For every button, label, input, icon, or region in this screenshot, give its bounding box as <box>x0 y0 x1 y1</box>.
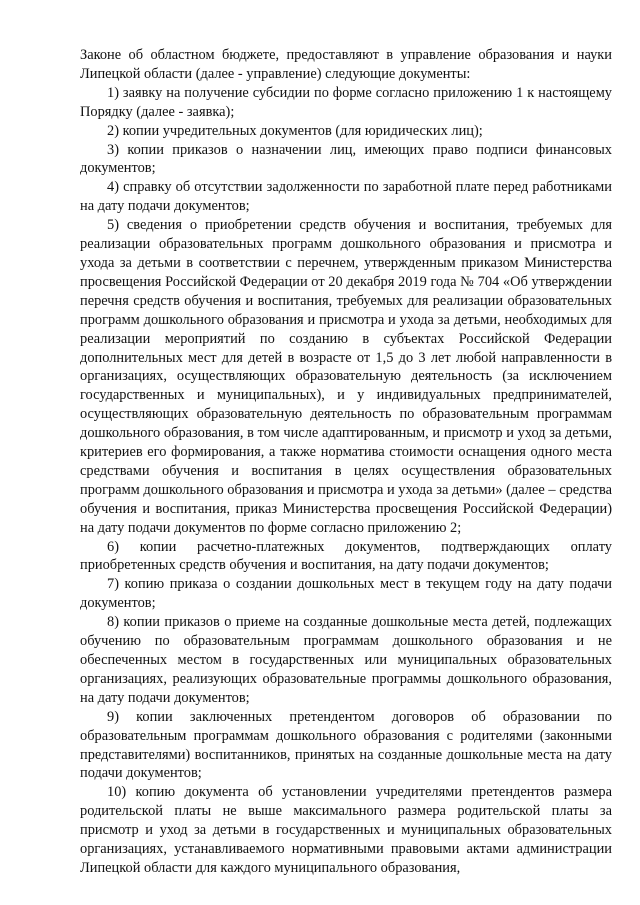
intro-paragraph: Законе об областном бюджете, предоставляют в управление образования и науки Липецкой области (далее - управление) следующие документы: <box>80 47 612 82</box>
list-item-8: 8) копии приказов о приеме на созданные дошкольные места детей, подлежащих обучению по образовательным программам дошкольного образования и не обеспеченных местом в государственных или муниципальных образовательных организациях, реализующих образовательные программы дошкольного образования, на дату подачи документов; <box>80 614 612 706</box>
list-item-6: 6) копии расчетно-платежных документов, подтверждающих оплату приобретенных средств обучения и воспитания, на дату подачи документов; <box>80 538 612 574</box>
list-item-4: 4) справку об отсутствии задолженности по заработной плате перед работниками на дату подачи документов; <box>80 179 612 215</box>
list-item-7: 7) копию приказа о создании дошкольных мест в текущем году на дату подачи документов; <box>80 576 612 612</box>
list-item-5: 5) сведения о приобретении средств обучения и воспитания, требуемых для реализации образовательных программ дошкольного образования и присмотра и ухода за детьми в соответствии с перечнем, утвержденным приказом Министерства просвещения Российской Федерации от 20 декабря 2019 года № 704 «Об утверждении перечня средств обучения и воспитания, требуемых для реализации образовательных программ дошкольного образования и присмотра и ухода за детьми, необходимых для реализации мероприятий по созданию в субъектах Российской Федерации дополнительных мест для детей в возрасте от 1,5 до 3 лет любой направленности в организациях, осуществляющих образовательную деятельность (за исключением государственных и муниципальных), и у индивидуальных предпринимателей, осуществляющих образовательную деятельность по образовательным программам дошкольного образования, в том числе адаптированным, и присмотр и уход за детьми, критериев его формирования, а также норматива стоимости оснащения одного места средствами обучения и воспитания в целях осуществления образовательных программ дошкольного образования и присмотра и ухода за детьми» (далее – средства обучения и воспитания, приказ Министерства просвещения Российской Федерации) на дату подачи документов по форме согласно приложению 2; <box>80 217 612 536</box>
list-item-9: 9) копии заключенных претендентом договоров об образовании по образовательным программам дошкольного образования с родителями (законными представителями) воспитанников, принятых на созданные дошкольные места на дату подачи документов; <box>80 708 612 782</box>
document-page <box>80 46 612 878</box>
list-item-10: 10) копию документа об установлении учредителями претендентов размера родительской платы не выше максимального размера родительской платы за присмотр и уход за детьми в государственных и муниципальных образовательных организациях, устанавливаемого нормативными правовыми актами администрации Липецкой области для каждого муниципального образования, <box>80 784 612 876</box>
list-item-3: 3) копии приказов о назначении лиц, имеющих право подписи финансовых документов; <box>80 141 612 177</box>
list-item-1: 1) заявку на получение субсидии по форме согласно приложению 1 к настоящему Порядку (далее - заявка); <box>80 84 612 120</box>
list-item-2: 2) копии учредительных документов (для юридических лиц); <box>107 122 483 139</box>
